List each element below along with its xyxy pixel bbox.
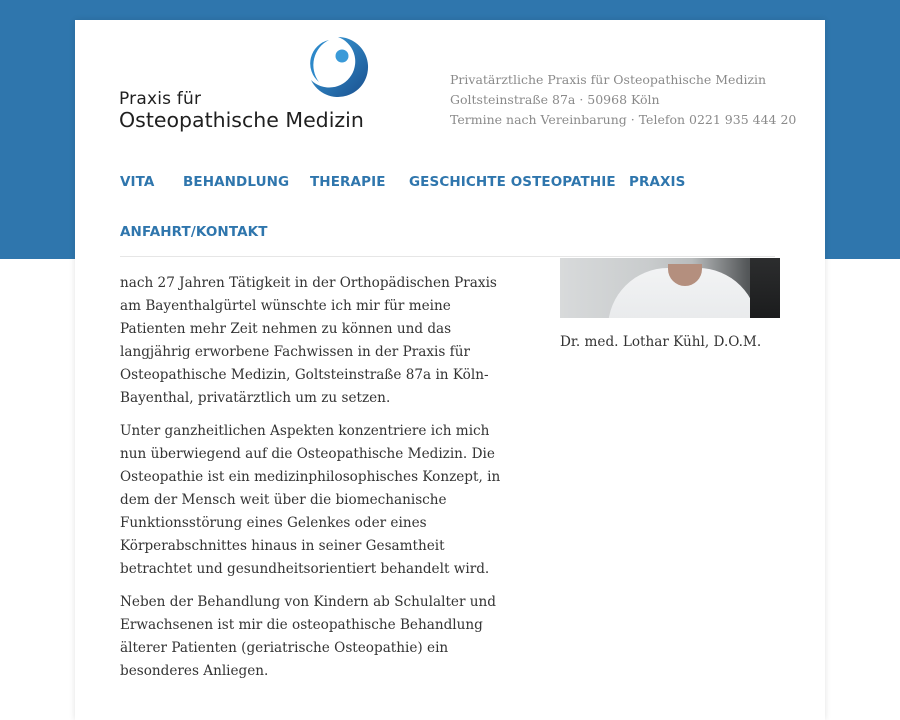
nav-item-therapie[interactable]: THERAPIE (310, 174, 386, 190)
photo-caption: Dr. med. Lothar Kühl, D.O.M. (560, 334, 762, 350)
header-contact-info (450, 70, 796, 130)
nav-item-praxis[interactable]: PRAXIS (629, 174, 686, 190)
nav-divider (120, 256, 775, 257)
header-phone: Termine nach Vereinbarung · Telefon 0221 935 444 20 (450, 112, 797, 127)
page-container (75, 20, 825, 720)
header-address: Goltsteinstraße 87a · 50968 Köln (450, 92, 660, 107)
content-paragraph: Unter ganzheitlichen Aspekten konzentriere ich mich nun überwiegend auf die Osteopathische Medizin. Die Osteopathie ist ein medizinphilosophisches Konzept, in dem der Mensch weit über die biomechanische Funktionsstörung eines Gelenkes oder eines Körperabschnittes hinaus in seiner Gesamtheit betrachtet und gesundheitsorientiert behandelt wird. (120, 423, 501, 577)
nav-item-vita[interactable]: VITA (120, 174, 155, 190)
logo-text-line2: Osteopathische Medizin (119, 108, 364, 132)
site-logo[interactable] (119, 34, 375, 134)
content-paragraph: nach 27 Jahren Tätigkeit in der Orthopädischen Praxis am Bayenthalgürtel wünschte ich mir für meine Patienten mehr Zeit nehmen zu können und das langjährig erworbene Fachwissen in der Praxis für Osteopathische Medizin, Goltsteinstraße 87a in Köln-Bayenthal, privatärztlich um zu setzen. (120, 275, 497, 406)
content-paragraph: Neben der Behandlung von Kindern ab Schulalter und Erwachsenen ist mir die osteopathische Behandlung älterer Patienten (geriatrische Osteopathie) ein besonderes Anliegen. (120, 594, 496, 679)
doctor-portrait-photo (560, 258, 780, 318)
photo-chair (750, 258, 780, 318)
main-content (120, 272, 505, 693)
header-practice-name: Privatärztliche Praxis für Osteopathische Medizin (450, 72, 767, 87)
nav-item-geschichte-osteopathie[interactable]: GESCHICHTE OSTEOPATHIE (409, 174, 616, 190)
logo-text-line1: Praxis für (119, 89, 202, 109)
nav-item-anfahrt-kontakt[interactable]: ANFAHRT/KONTAKT (120, 224, 268, 240)
nav-item-behandlung[interactable]: BEHANDLUNG (183, 174, 290, 190)
logo-circle-icon (305, 34, 371, 100)
